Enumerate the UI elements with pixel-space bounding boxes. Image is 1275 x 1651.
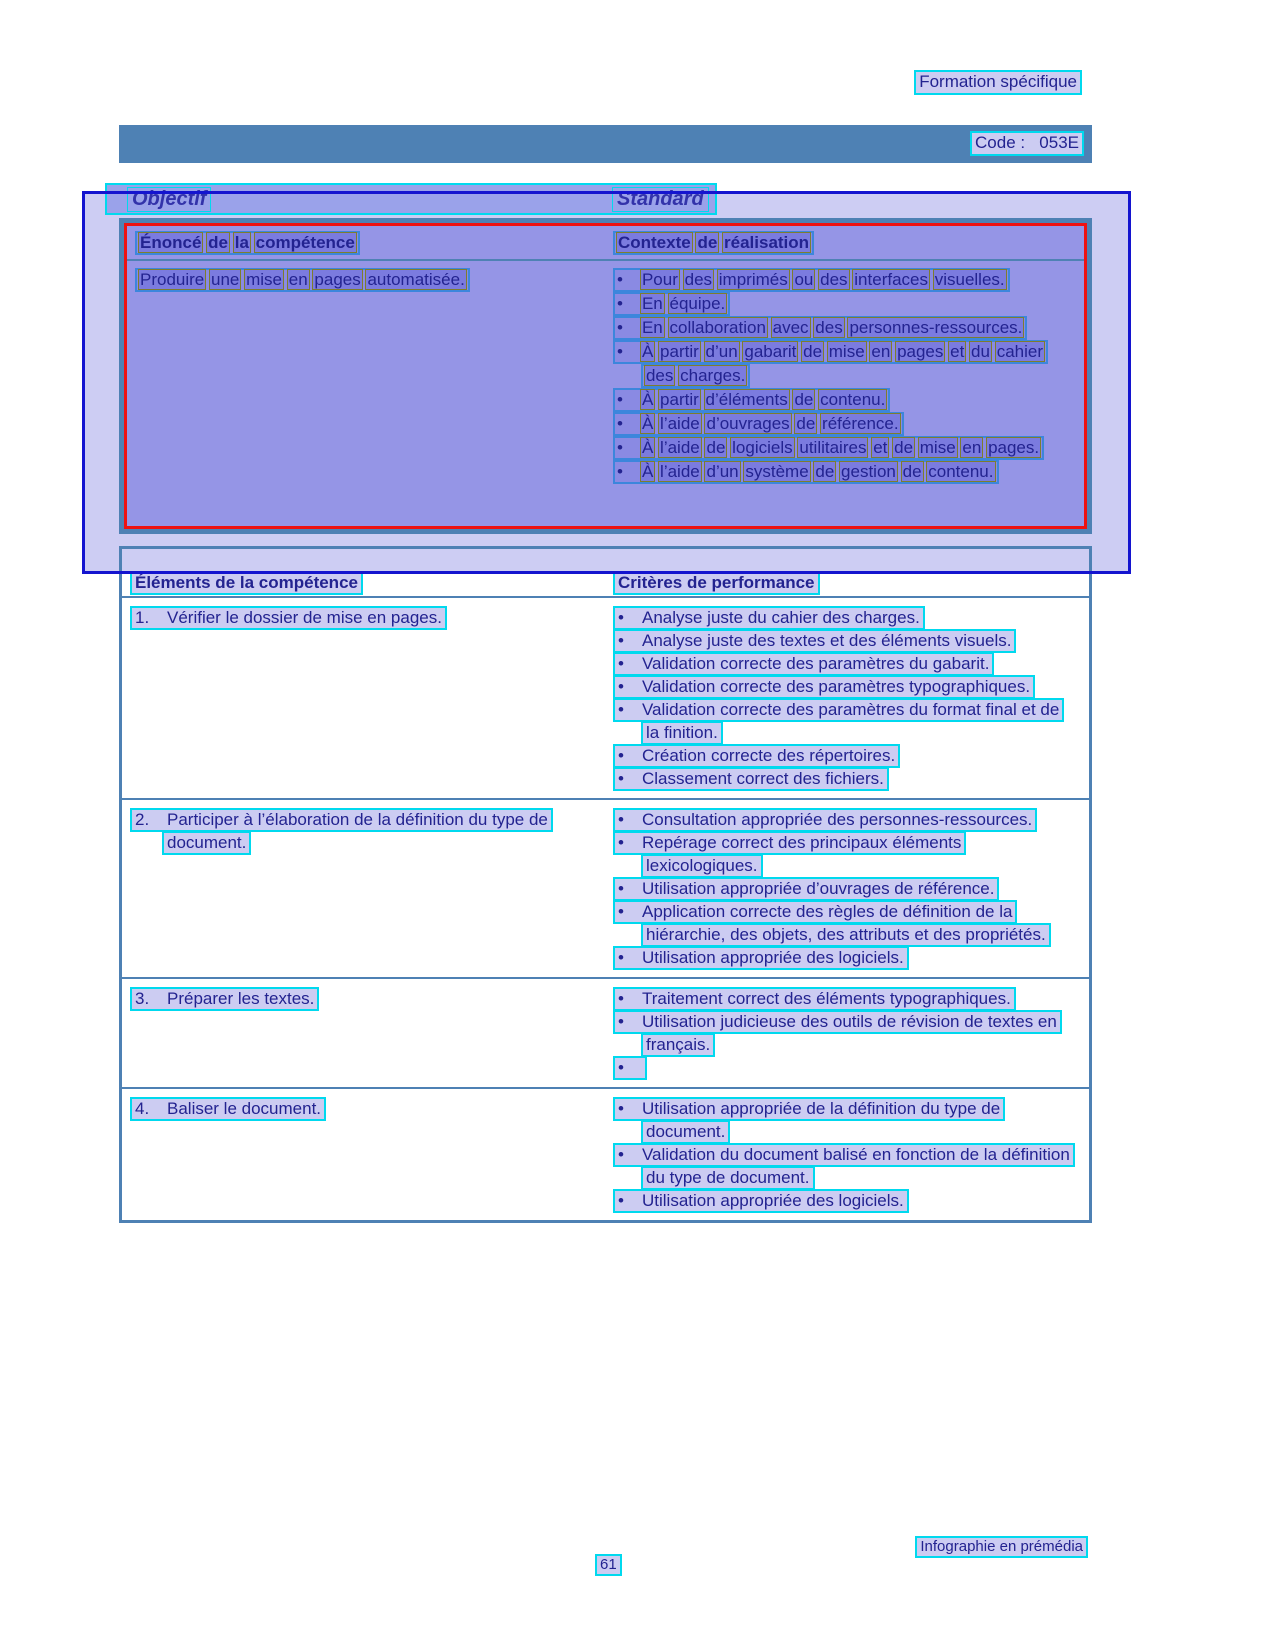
bullet-icon: • [617, 833, 624, 852]
criterion-item: • Repérage correct des principaux éléments lexicologiques. [613, 831, 1071, 877]
bullet-icon: • [617, 1145, 624, 1164]
bullet-icon: • [617, 948, 624, 967]
element-text: Participer à l’élaboration de la définition du type de document. [167, 810, 548, 852]
statement-text: Produire une mise en pages automatisée. [135, 268, 470, 292]
section-label: Formation spécifique [914, 70, 1082, 95]
code-label: Code : 053E [970, 131, 1084, 156]
competence-table [119, 218, 1092, 534]
context-item: • À partir d’un gabarit de mise en pages et du cahier des charges. [613, 340, 1066, 388]
bullet-icon: • [617, 1099, 624, 1118]
bullet-icon: • [617, 879, 624, 898]
bullet-icon: • [616, 294, 623, 313]
bullet-icon: • [616, 318, 623, 337]
criterion-item: • Analyse juste des textes et des éléments visuels. [613, 629, 1071, 652]
element-cell [122, 808, 605, 969]
competence-table-body [127, 261, 1084, 526]
element-text: Vérifier le dossier de mise en pages. [167, 608, 442, 627]
criteria-cell [605, 1097, 1089, 1212]
criteria-list [613, 808, 1071, 969]
item-number: 4. [135, 1099, 150, 1118]
criterion-item: • Consultation appropriée des personnes-ressources. [613, 808, 1071, 831]
criterion-item: • Traitement correct des éléments typographiques. [613, 987, 1071, 1010]
bullet-icon: • [617, 654, 624, 673]
criterion-item: • Validation correcte des paramètres du format final et de la finition. [613, 698, 1071, 744]
performance-table [119, 546, 1092, 1223]
standard-heading: Standard [612, 187, 709, 212]
bullet-icon: • [617, 902, 624, 921]
bullet-icon: • [617, 989, 624, 1008]
bullet-icon: • [616, 438, 623, 457]
criterion-item: • Validation du document balisé en fonction de la définition du type de document. [613, 1143, 1071, 1189]
bullet-icon: • [616, 270, 623, 289]
bullet-icon: • [617, 810, 624, 829]
context-item: • Pour des imprimés ou des interfaces visuelles. [613, 268, 1066, 292]
criteria-cell [605, 606, 1089, 790]
bullet-icon: • [617, 608, 624, 627]
bullet-icon: • [617, 631, 624, 650]
bullet-icon: • [616, 342, 623, 361]
header-cell-contexte [605, 233, 1084, 253]
element-cell [122, 1097, 605, 1212]
section-heading-row [105, 183, 717, 215]
bullet-icon: • [617, 1012, 624, 1031]
criterion-item: • Utilisation appropriée des logiciels. [613, 946, 1071, 969]
bullet-icon: • [617, 746, 624, 765]
table-row [122, 977, 1089, 1087]
context-item: • À l’aide d’un système de gestion de contenu. [613, 460, 1066, 484]
contexte-header-text: Contexte de réalisation [613, 231, 814, 255]
objectif-heading: Objectif [127, 187, 211, 212]
element-text: Préparer les textes. [167, 989, 315, 1008]
item-number: 3. [135, 989, 150, 1008]
performance-table-header [122, 549, 1089, 596]
criterion-item: • Application correcte des règles de définition de la hiérarchie, des objets, des attributs et des propriétés. [613, 900, 1071, 946]
bullet-icon: • [616, 390, 623, 409]
context-item: • En équipe. [613, 292, 1066, 316]
element-text: Baliser le document. [167, 1099, 322, 1118]
enonce-header-text: Énoncé de la compétence [135, 231, 360, 255]
criteria-cell [605, 987, 1089, 1079]
element-cell [122, 606, 605, 790]
header-cell-elements [122, 573, 605, 593]
criterion-item [613, 1056, 1071, 1079]
bullet-icon: • [617, 700, 624, 719]
competence-table-inner [124, 223, 1087, 529]
element-cell [122, 987, 605, 1079]
criterion-item: • Utilisation appropriée des logiciels. [613, 1189, 1071, 1212]
bullet-icon: • [616, 414, 623, 433]
criterion-item: • Classement correct des fichiers. [613, 767, 1071, 790]
bullet-icon: • [617, 677, 624, 696]
context-item: • À partir d’éléments de contenu. [613, 388, 1066, 412]
context-item: • À l’aide d’ouvrages de référence. [613, 412, 1066, 436]
criterion-item: • Analyse juste du cahier des charges. [613, 606, 1071, 629]
criterion-item: • Utilisation appropriée d’ouvrages de référence. [613, 877, 1071, 900]
footer-label: Infographie en prémédia [915, 1536, 1088, 1558]
bullet-icon: • [617, 769, 624, 788]
context-item: • À l’aide de logiciels utilitaires et de mise en pages. [613, 436, 1066, 460]
header-cell-enonce [127, 233, 605, 253]
table-row [122, 596, 1089, 798]
table-row [122, 1087, 1089, 1220]
criteres-header-text: Critères de performance [613, 571, 820, 595]
competence-table-header [127, 226, 1084, 261]
criteria-cell [605, 808, 1089, 969]
item-number: 1. [135, 608, 150, 627]
context-list [613, 268, 1066, 484]
table-row [122, 798, 1089, 977]
criteria-list [613, 1097, 1071, 1212]
context-item: • En collaboration avec des personnes-ressources. [613, 316, 1066, 340]
elements-header-text: Éléments de la compétence [130, 571, 363, 595]
context-cell [605, 268, 1084, 516]
page-number: 61 [595, 1554, 622, 1576]
criteria-list [613, 987, 1071, 1079]
criterion-item: • Utilisation appropriée de la définition du type de document. [613, 1097, 1071, 1143]
bullet-icon: • [617, 1058, 624, 1077]
title-bar [119, 125, 1092, 163]
criterion-item: • Création correcte des répertoires. [613, 744, 1071, 767]
criterion-item: • Validation correcte des paramètres du gabarit. [613, 652, 1071, 675]
criteria-list [613, 606, 1071, 790]
statement-cell [127, 268, 605, 516]
bullet-icon: • [617, 1191, 624, 1210]
bullet-icon: • [616, 462, 623, 481]
header-cell-criteres [605, 573, 1089, 593]
criterion-item: • Utilisation judicieuse des outils de révision de textes en français. [613, 1010, 1071, 1056]
item-number: 2. [135, 810, 150, 829]
criterion-item: • Validation correcte des paramètres typographiques. [613, 675, 1071, 698]
